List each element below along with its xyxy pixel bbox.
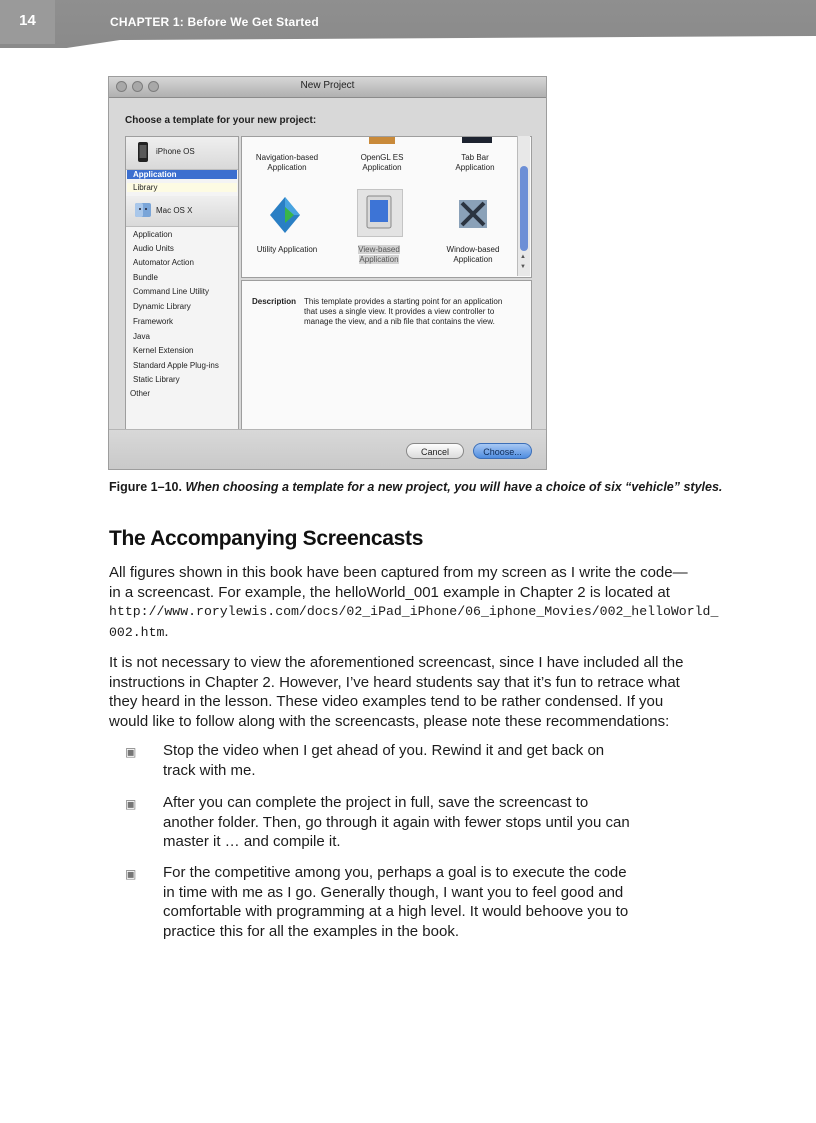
opengl-es-icon [369,137,395,144]
category-iphone-library[interactable]: Library [127,183,237,192]
category-command-line-utility[interactable]: Command Line Utility [133,287,210,296]
bullet-square-icon: ▣ [125,867,137,881]
figure-label: Figure 1–10. [109,480,182,494]
description-text [304,297,529,327]
bullet-line: another folder. Then, go through it again with fewer stops until you can [163,813,630,831]
category-static-library[interactable]: Static Library [133,375,180,384]
paragraph-line: instructions in Chapter 2. However, I’ve heard students say that it’s fun to retrace what [109,673,680,691]
window-title: New Project [300,80,355,91]
category-other[interactable]: Other [130,389,151,398]
category-mac-application[interactable]: Application [133,230,173,239]
bullet-item-3 [163,863,663,941]
window-titlebar [109,77,546,98]
template-label: Application [359,255,399,264]
paragraph-line: would like to follow along with the screencasts, please note these recommendations: [109,712,670,730]
bullet-line: Stop the video when I get ahead of you. Rewind it and get back on [163,742,605,759]
template-label: Utility Application [256,245,318,254]
template-scrollbar[interactable] [517,136,530,276]
figure-caption-text: When choosing a template for a new project, you will have a choice of six “vehicle” styles. [185,480,723,494]
category-standard-apple-plug-ins[interactable]: Standard Apple Plug-ins [133,361,219,370]
header-curve [0,36,816,76]
bullet-line: practice this for all the examples in the book. [163,922,459,940]
paragraph-1 [109,563,719,642]
choose-button[interactable]: Choose... [473,443,532,459]
template-opengl-es[interactable] [337,153,427,173]
description-line: manage the view, and a nib file that contains the view. [304,317,495,326]
category-audio-units[interactable]: Audio Units [133,244,174,253]
description-pane [241,280,532,430]
mac-finder-icon [134,200,152,222]
tab-bar-icon [462,137,492,143]
category-dynamic-library[interactable]: Dynamic Library [133,302,191,311]
url-line: 002.htm [109,624,165,640]
view-based-icon [366,195,392,229]
paragraph-2 [109,653,709,731]
description-line: that uses a single view. It provides a view controller to [304,307,495,316]
bullet-item-1 [163,741,663,780]
bullet-line: After you can complete the project in full, save the screencast to [163,794,589,811]
paragraph-line: in a screencast. For example, the helloWorld_001 example in Chapter 2 is located at [109,583,670,601]
template-label: Application [455,163,495,172]
template-prompt: Choose a template for your new project: [125,115,317,126]
template-label: Application [453,255,493,264]
paragraph-line: they heard in the lesson. These video examples tend to be rather condensed. If you [109,693,664,710]
window-based-icon [456,197,490,231]
template-label: View-based [358,245,400,254]
iphone-os-label: iPhone OS [156,147,195,156]
url-period: . [164,622,169,640]
category-list [125,136,239,430]
dialog-button-bar [109,429,546,470]
bullet-square-icon: ▣ [125,745,137,759]
page-number: 14 [19,12,36,29]
scrollbar-thumb[interactable] [520,166,528,251]
category-automator-action[interactable]: Automator Action [133,258,194,267]
template-label: OpenGL ES [360,153,404,162]
bullet-item-2 [163,793,663,852]
section-heading: The Accompanying Screencasts [109,527,424,550]
paragraph-line: All figures shown in this book have been captured from my screen as I write the code— [109,564,688,581]
bullet-line: comfortable with programming at a high level. It would behoove you to [163,903,629,920]
url-line: http://www.rorylewis.com/docs/02_iPad_iPhone/06_iphone_Movies/002_helloWorld_ [109,604,719,619]
bullet-square-icon: ▣ [125,797,137,811]
bullet-line: in time with me as I go. Generally though, I want you to feel good and [163,883,624,901]
bullet-line: master it … and compile it. [163,833,341,850]
template-label: Window-based [446,245,500,254]
template-navigation-based[interactable] [242,153,332,173]
utility-application-icon [268,195,302,235]
template-utility-application[interactable] [242,245,332,255]
category-java[interactable]: Java [133,332,150,341]
template-window-based[interactable] [428,245,518,265]
bullet-line: For the competitive among you, perhaps a goal is to execute the code [163,864,627,881]
figure-screenshot [108,76,547,470]
category-iphone-application[interactable]: Application [127,170,237,179]
screencast-url[interactable] [109,602,719,642]
chapter-title: CHAPTER 1: Before We Get Started [110,15,319,29]
scroll-down-icon[interactable]: ▼ [520,264,526,270]
figure-caption [109,480,729,494]
mac-os-section [126,196,238,227]
description-line: This template provides a starting point for an application [304,297,503,306]
template-label: Navigation-based [255,153,319,162]
template-label: Application [267,163,307,172]
template-label: Tab Bar [461,153,489,162]
category-kernel-extension[interactable]: Kernel Extension [133,346,194,355]
mac-os-label: Mac OS X [156,206,193,215]
cancel-button[interactable]: Cancel [406,443,464,459]
iphone-os-section [126,137,238,170]
bullet-line: track with me. [163,761,256,779]
scroll-up-icon[interactable]: ▲ [520,254,526,260]
description-label: Description [252,297,297,306]
paragraph-line: It is not necessary to view the aforementioned screencast, since I have included all the [109,654,684,671]
template-tab-bar[interactable] [430,153,520,173]
category-bundle[interactable]: Bundle [133,273,158,282]
template-grid [241,136,532,278]
iphone-icon [134,141,152,163]
template-view-based[interactable] [334,245,424,265]
template-label: Application [362,163,402,172]
category-framework[interactable]: Framework [133,317,174,326]
